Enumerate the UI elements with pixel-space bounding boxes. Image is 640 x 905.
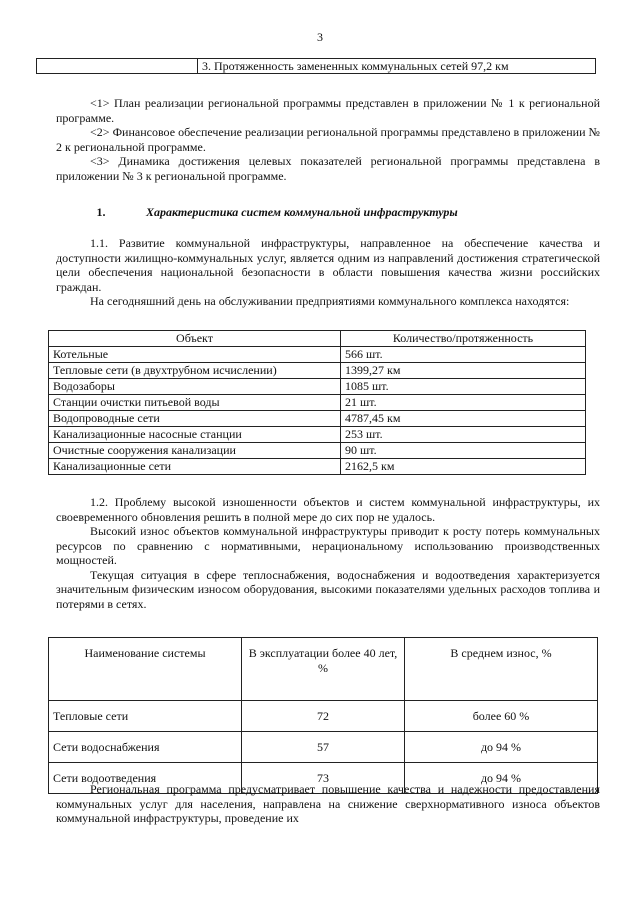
object-name: Тепловые сети (в двухтрубном исчислении) — [49, 363, 341, 379]
program-paragraph-block — [56, 782, 600, 826]
intro-paragraphs — [56, 236, 600, 309]
average-wear-value: до 94 % — [405, 763, 598, 794]
paragraph-high-wear: Высокий износ объектов коммунальной инфраструктуры приводит к росту потерь коммунальных ресурсов по сравнению с нормативными, нерациональному использованию производственных мощностей. — [56, 524, 600, 567]
object-name: Очистные сооружения канализации — [49, 443, 341, 459]
table-header-row — [49, 638, 598, 701]
object-quantity: 21 шт. — [341, 395, 586, 411]
table-row — [49, 459, 586, 475]
object-name: Канализационные сети — [49, 459, 341, 475]
column-header-average-wear: В среднем износ, % — [405, 638, 598, 701]
continued-indicator-table — [36, 58, 596, 74]
notes-block — [56, 96, 600, 183]
paragraph-1-2: 1.2. Проблему высокой изношенности объектов и систем коммунальной инфраструктуры, их своевременного обновления решить в полной мере до сих пор не удалось. — [56, 495, 600, 524]
object-name: Котельные — [49, 347, 341, 363]
system-name: Сети водоотведения — [49, 763, 242, 794]
object-name: Водопроводные сети — [49, 411, 341, 427]
section-title: Характеристика систем коммунальной инфраструктуры — [146, 205, 458, 219]
table-row — [49, 395, 586, 411]
table-row — [49, 732, 598, 763]
table-row — [49, 427, 586, 443]
object-quantity: 253 шт. — [341, 427, 586, 443]
over-40-years-value: 72 — [242, 701, 405, 732]
object-name: Канализационные насосные станции — [49, 427, 341, 443]
table-row — [49, 443, 586, 459]
column-header-over-40-years: В эксплуатации более 40 лет, % — [242, 638, 405, 701]
table-row — [49, 363, 586, 379]
average-wear-value: более 60 % — [405, 701, 598, 732]
table-row — [49, 347, 586, 363]
table-row — [49, 411, 586, 427]
object-quantity: 4787,45 км — [341, 411, 586, 427]
column-header-quantity: Количество/протяженность — [341, 331, 586, 347]
paragraph-current-situation: Текущая ситуация в сфере теплоснабжения, водоснабжения и водоотведения характеризуется значительным физическим износом оборудования, высокими показателями удельных расходов топлива и потерями в сетях. — [56, 567, 600, 611]
over-40-years-value: 73 — [242, 763, 405, 794]
object-quantity: 2162,5 км — [341, 459, 586, 475]
object-name: Станции очистки питьевой воды — [49, 395, 341, 411]
section-number: 1. — [96, 205, 106, 219]
note-3: <3> Динамика достижения целевых показателей региональной программы представлена в приложении № 3 к региональной программе. — [56, 154, 600, 183]
table-header-row — [49, 331, 586, 347]
paragraph-1-1: 1.1. Развитие коммунальной инфраструктуры, направленное на обеспечение качества и доступности жилищно-коммунальных услуг, является одним из направлений достижения стратегической цели обеспечения национальной безопасности в области повышения качества жизни российских граждан. — [56, 236, 600, 294]
column-header-system: Наименование системы — [49, 638, 242, 701]
object-quantity: 1399,27 км — [341, 363, 586, 379]
object-quantity: 566 шт. — [341, 347, 586, 363]
infrastructure-objects-table — [48, 330, 586, 475]
note-1: <1> План реализации региональной программы представлен в приложении № 1 к региональной программе. — [56, 96, 600, 125]
paragraph-regional-program: Региональная программа предусматривает повышение качества и надежности предоставления коммунальных услуг для населения, направлена на снижение сверхнормативного износа объектов коммунальной инфраструктуры, проведение их — [56, 782, 600, 825]
system-name: Тепловые сети — [49, 701, 242, 732]
object-quantity: 1085 шт. — [341, 379, 586, 395]
page-number: 3 — [317, 30, 323, 44]
system-wear-table — [48, 637, 598, 794]
note-2: <2> Финансовое обеспечение реализации региональной программы представлено в приложении № 2 к региональной программе. — [56, 125, 600, 154]
system-name: Сети водоснабжения — [49, 732, 242, 763]
paragraph-on-service: На сегодняшний день на обслуживании предприятиями коммунального комплекса находятся: — [90, 294, 570, 308]
section-heading — [56, 205, 600, 220]
table-row — [49, 379, 586, 395]
object-name: Водозаборы — [49, 379, 341, 395]
wear-paragraphs — [56, 495, 600, 611]
column-header-object: Объект — [49, 331, 341, 347]
object-quantity: 90 шт. — [341, 443, 586, 459]
top-table-left-cell — [37, 59, 198, 74]
table-row — [49, 701, 598, 732]
over-40-years-value: 57 — [242, 732, 405, 763]
average-wear-value: до 94 % — [405, 732, 598, 763]
top-table-right-cell: 3. Протяженность замененных коммунальных сетей 97,2 км — [198, 59, 596, 74]
